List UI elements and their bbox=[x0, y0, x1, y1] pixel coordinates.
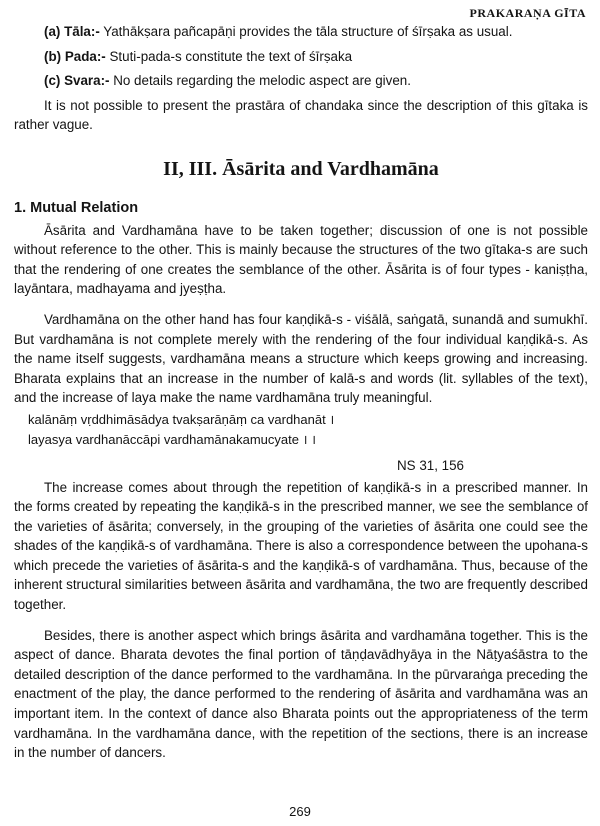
item-label: (a) Tāla:- bbox=[44, 24, 100, 39]
page-body bbox=[14, 22, 588, 763]
list-item-svara bbox=[44, 71, 588, 91]
list-item-pada bbox=[44, 47, 588, 67]
section-title: II, III. Āsārita and Vardhamāna bbox=[163, 157, 439, 180]
paragraph-3: The increase comes about through the repetition of kaṇḍikā-s in a prescribed manner. In the forms created by repeating the kaṇḍikā-s in the prescribed manner, we see the semblance of the varieties of āsārita; conversely, in the grouping of the varieties of āsārita one could see the shades of the kaṇḍikā-s of vardhamāna. There is also a correspondence between the upohana-s which precede the varieties of āsārita-s and the kaṇḍikā-s of vardhamāna. Thus, because of the inherent structural similarities between āsārita and vardhamāna, the two are frequently described together. bbox=[14, 479, 588, 613]
verse-block bbox=[28, 410, 588, 450]
verse-line: layasya vardhanāccāpi vardhamānakamucyate । । bbox=[28, 431, 317, 447]
list-item-tala bbox=[44, 22, 588, 42]
paragraph-4: Besides, there is another aspect which brings āsārita and vardhamāna together. This is the aspect of dance. Bharata devotes the final portion of tāṇḍavādhyāya in the Nāṭyaśāstra to the detailed description of the dance performed to the vardhamāna. In the pūrvaraṅga preceding the enactment of the play, the dance performed to the rendering of āsārita and vardhamāna was an important item. In the context of dance also Bharata points out the appropriateness of the term vardhamāna. In the vardhamāna dance, with the repetition of the sections, there is an increase in the number of dancers. bbox=[14, 627, 588, 761]
paragraph-1: Āsārita and Vardhamāna have to be taken together; discussion of one is not possible without reference to the other. This is mainly because the structures of the two gītaka-s are such that the rendering of one creates the semblance of the other. Āsārita is of four types - kaniṣṭha, layāntara, madhayama and jyeṣṭha. bbox=[14, 222, 588, 297]
item-label: (b) Pada:- bbox=[44, 48, 106, 64]
running-head: PRAKARAṆA GĪTA bbox=[469, 6, 586, 20]
note-paragraph: It is not possible to present the prastāra of chandaka since the description of this gītaka is rather vague. bbox=[14, 97, 588, 133]
item-text: No details regarding the melodic aspect are given. bbox=[109, 73, 411, 89]
item-text: Yathākṣara pañcapāṇi provides the tāla structure of śīrṣaka as usual. bbox=[99, 24, 513, 39]
paragraph-2: Vardhamāna on the other hand has four kaṇḍikā-s - viśālā, saṅgatā, sunandā and sumukhī. But vardhamāna is not complete merely with the rendering of the four individual kaṇḍikā-s. As the name itself suggests, vardhamāna means a structure which keeps growing and increasing. Bharata explains that an increase in the number of kalā-s and words (lit. syllables of the text), and the increase of laya make the name vardhamāna truly meaningful. bbox=[14, 311, 588, 406]
item-text: Stuti-pada-s constitute the text of śīrṣaka bbox=[105, 48, 353, 64]
page-number: 269 bbox=[289, 804, 311, 819]
item-label: (c) Svara:- bbox=[44, 73, 110, 89]
subheading: 1. Mutual Relation bbox=[14, 199, 139, 216]
verse-line: kalānāṃ vṛddhimāsādya tvakṣarāṇāṃ ca vardhanāt । bbox=[28, 411, 335, 427]
citation: NS 31, 156 bbox=[397, 457, 464, 473]
